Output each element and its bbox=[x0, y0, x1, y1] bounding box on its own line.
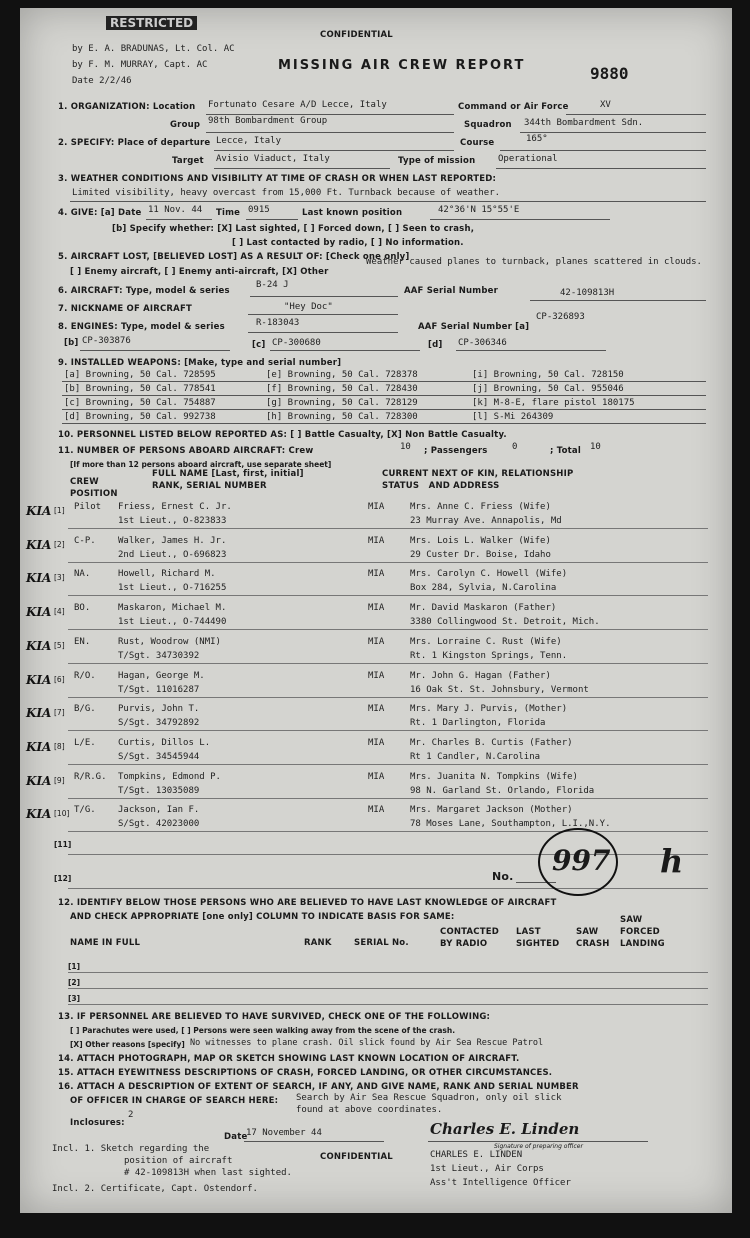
report-number: 9880 bbox=[590, 64, 629, 83]
s10-label: 10. PERSONNEL LISTED BELOW REPORTED AS: [ ] Battle Casualty, [X] Non Battle Casualty. bbox=[58, 430, 507, 440]
crew-address: 16 Oak St. St. Johnsbury, Vermont bbox=[410, 684, 589, 695]
crew-row-num: [9] bbox=[54, 775, 65, 785]
s12-row-2: [2] bbox=[68, 978, 81, 987]
weapon-entry: [a] Browning, 50 Cal. 728595 bbox=[64, 370, 216, 380]
crew-rank-serial: 1st Lieut., O-716255 bbox=[118, 583, 227, 594]
crew-status: MIA bbox=[368, 737, 385, 748]
s12-col-crash: SAW CRASH bbox=[576, 927, 610, 949]
s1-location: Fortunato Cesare A/D Lecce, Italy bbox=[208, 100, 387, 110]
crew-kia-mark: KIA bbox=[26, 605, 52, 620]
crew-kia-mark: KIA bbox=[26, 504, 52, 518]
row-12-num: [12] bbox=[54, 874, 72, 883]
s1-command-label: Command or Air Force bbox=[458, 102, 569, 112]
crew-next-of-kin: Mrs. Carolyn C. Howell (Wife) bbox=[410, 569, 568, 580]
crew-kia-mark: KIA bbox=[26, 706, 52, 721]
s5-label: 5. AIRCRAFT LOST, [BELIEVED LOST] AS A RESULT OF: [Check one only] bbox=[58, 252, 410, 262]
crew-next-of-kin: Mr. Charles B. Curtis (Father) bbox=[410, 737, 573, 748]
weapon-entry: [l] S-Mi 264309 bbox=[472, 412, 554, 422]
crew-row-num: [4] bbox=[54, 607, 65, 617]
signature-caption: Signature of preparing officer bbox=[494, 1143, 583, 1150]
crew-next-of-kin: Mrs. Margaret Jackson (Mother) bbox=[410, 805, 573, 816]
s6-type: B-24 J bbox=[256, 280, 289, 290]
s4-time: 0915 bbox=[248, 205, 270, 215]
weapon-entry: [b] Browning, 50 Cal. 778541 bbox=[64, 384, 216, 394]
s12-col-rank: RANK bbox=[304, 938, 332, 948]
officer-rank: 1st Lieut., Air Corps bbox=[430, 1164, 544, 1174]
weapon-entry: [c] Browning, 50 Cal. 754887 bbox=[64, 398, 216, 408]
crew-name: Purvis, John T. bbox=[118, 704, 200, 715]
form-title: MISSING AIR CREW REPORT bbox=[278, 58, 526, 73]
s2-departure: Lecce, Italy bbox=[216, 136, 282, 146]
crew-address: 98 N. Garland St. Orlando, Florida bbox=[410, 785, 595, 796]
crew-status: MIA bbox=[368, 569, 385, 580]
crew-address: Rt. 1 Darlington, Florida bbox=[410, 718, 546, 729]
s13-label: 13. IF PERSONNEL ARE BELIEVED TO HAVE SURVIVED, CHECK ONE OF THE FOLLOWING: bbox=[58, 1012, 491, 1022]
weapon-entry: [e] Browning, 50 Cal. 728378 bbox=[266, 370, 418, 380]
crew-rank-serial: T/Sgt. 11016287 bbox=[118, 684, 200, 695]
crew-position: NA. bbox=[74, 569, 91, 580]
s14-label: 14. ATTACH PHOTOGRAPH, MAP OR SKETCH SHOWING LAST KNOWN LOCATION OF AIRCRAFT. bbox=[58, 1054, 520, 1064]
s11-passengers: 0 bbox=[512, 442, 518, 452]
weapon-entry: [k] M-8-E, flare pistol 180175 bbox=[472, 398, 635, 408]
crew-rank-serial: T/Sgt. 13035089 bbox=[118, 785, 200, 796]
incl1b: position of aircraft bbox=[124, 1156, 233, 1166]
confidential-footer: CONFIDENTIAL bbox=[320, 1152, 393, 1162]
s16-text1: Search by Air Sea Rescue Squadron, only oil slick bbox=[296, 1093, 562, 1103]
s12-row-3: [3] bbox=[68, 994, 81, 1003]
s16-label2: OF OFFICER IN CHARGE OF SEARCH HERE: bbox=[70, 1096, 279, 1106]
s1-label: 1. ORGANIZATION: Location bbox=[58, 102, 196, 112]
s3-label: 3. WEATHER CONDITIONS AND VISIBILITY AT TIME OF CRASH OR WHEN LAST REPORTED: bbox=[58, 174, 497, 184]
crew-col-kin: CURRENT NEXT OF KIN, RELATIONSHIP STATUS AND ADDRESS bbox=[382, 469, 574, 491]
weapon-entry: [f] Browning, 50 Cal. 728430 bbox=[266, 384, 418, 394]
s3-weather: Limited visibility, heavy overcast from 15,000 Ft. Turnback because of weather. bbox=[72, 188, 501, 198]
s2-target-label: Target bbox=[172, 156, 204, 166]
weapon-entry: [g] Browning, 50 Cal. 728129 bbox=[266, 398, 418, 408]
s2-mission-label: Type of mission bbox=[398, 156, 476, 166]
crew-next-of-kin: Mr. John G. Hagan (Father) bbox=[410, 670, 551, 681]
crew-name: Friess, Ernest C. Jr. bbox=[118, 502, 232, 512]
s1-command: XV bbox=[600, 100, 611, 110]
crew-address: 3380 Collingwood St. Detroit, Mich. bbox=[410, 617, 600, 628]
s12-col-radio: CONTACTED BY RADIO bbox=[440, 927, 499, 949]
weapon-entry: [d] Browning, 50 Cal. 992738 bbox=[64, 412, 216, 422]
s11-label: 11. NUMBER OF PERSONS ABOARD AIRCRAFT: Crew bbox=[58, 446, 314, 456]
crew-name: Walker, James H. Jr. bbox=[118, 535, 227, 546]
crew-kia-mark: KIA bbox=[26, 571, 52, 586]
report-form: RESTRICTED CONFIDENTIAL by E. A. BRADUNAS, Lt. Col. AC by F. M. MURRAY, Capt. AC Date 2/2/46 MISSING AIR CREW REPORT 9880 1. ORGANIZATION: Location Fortunato Cesare A/D Lecce, Italy Command or Air Force XV Group 98th Bombardment Group Squadron 344th Bombardment Sdn. 2. SPECIFY: Place of departure Lecce, Italy Course 165° Target Avisio Viaduct, Italy Type of mission Operational 3. WEATHER CONDITIONS AND VISIBILITY AT TIME OF CRASH OR WHEN LAST REPORTED: Limited visibility, heavy overcast from 15,000 Ft. Turnback because of weather. 4. GIVE: [a] Date 11 Nov. 44 Time 0915 Last known position 42°36'N 15°55'E [b] Specify whether: [X] Last sighted, [ ] Forced down, [ ] Seen to crash, [ ] Last contacted by radio, [ ] No information. 5. AIRCRAFT LOST, [BELIEVED LOST] AS A RESULT OF: [Check one only] [ ] Enemy aircraft, [ ] Enemy anti-aircraft, [X] Other Weather caused planes to turnback, planes scattered in clouds. 6. AIRCRAFT: Type, model & series B-24 J AAF Serial Number 42-109813H 7. NICKNAME OF AIRCRAFT "Hey Doc" 8. ENGINES: Type, model & series R-183043 AAF Serial Number [a] CP-326893 [b] CP-303876 [c] CP-300680 [d] CP-306346 9. INSTALLED WEAPONS: [Make, type and serial number] [a] Browning, 50 Cal. 728595 [e] Browning, 50 Cal. 728378 [i] Browning, 50 Cal. 728150 [b] Browning, 50 Cal. 778541 [f] Browning, 50 Cal. 728430 [j] Browning, 50 Cal. 955046 [c] Browning, 50 Cal. 754887 [g] Browning, 50 Cal. 728129 [k] M-8-E, flare pistol 180175 [d] Browning, 50 Cal. 992738 [h] Browning, 50 Cal. 728300 [l] S-Mi 264309 10. PERSONNEL LISTED BELOW REPORTED AS: [ ] Battle Casualty, [X] Non Battle Casualty. 11. NUMBER OF PERSONS ABOARD AIRCRAFT: Crew 10 ; Passengers 0 ; Total 10 [If more than 12 persons aboard aircraft, use separate sheet] CREW POSITION FULL NAME [Last, first, initial] RANK, SERIAL NUMBER CURRENT NEXT OF KIN, RELATIONSHIP STATUS AND ADDRESS KIA [1] Pilot Friess, Ernest C. Jr. 1st Lieut., O-823833 MIA Mrs. Anne C. Friess (Wife) 23 Murray Ave. Annapolis, Md KIA [2] C-P. Walker, James H. Jr. 2nd Lieut., O-696823 MIA Mrs. Lois L. Walker (Wife) 29 Custer Dr. Boise, Idaho KIA [3] NA. Howell, Richard M. 1st Lieut., O-716255 MIA Mrs. Carolyn C. Howell (Wife) Box 284, Sylvia, N.Carolina KIA [4] BO. Maskaron, Michael M. 1st Lieut., O-744490 MIA Mr. David Maskaron (Father) 3380 Collingwood St. Detroit, Mich. KIA [5] EN. Rust, Woodrow (NMI) T/Sgt. 34730392 MIA Mrs. Lorraine C. Rust (Wife) Rt. 1 Kingston Springs, Tenn. KIA [6] R/O. Hagan, George M. T/Sgt. 11016287 MIA Mr. John G. Hagan (Father) 16 Oak St. St. Johnsbury, Vermont KIA [7] B/G. Purvis, John T. S/Sgt. 34792892 MIA Mrs. Mary J. Purvis, (Mother) Rt. 1 Darlington, Florida KIA [8] L/E. Curtis, Dillos L. S/Sgt. 34545944 MIA Mr. Charles B. Curtis (Father) Rt 1 Candler, N.Carolina KIA [9] R/R.G. Tompkins, Edmond P. T/Sgt. 13035089 MIA Mrs. Juanita N. Tompkins (Wife) 98 N. Garland St. Orlando, Florida KIA [10] T/G. Jackson, Ian F. S/Sgt. 42023000 MIA Mrs. Margaret Jackson (Mother) 78 Moses Lane, Southampton, L.I.,N.Y. [11] [12] No. 997 h 12. IDENTIFY BELOW THOSE PERSONS WHO ARE BELIEVED TO HAVE LAST KNOWLEDGE OF AIRCRAFT AND CHECK APPROPRIATE [one only] COLUMN TO INDICATE BASIS FOR SAME: NAME IN FULL RANK SERIAL No. CONTACTED BY RADIO LAST SIGHTED SAW CRASH SAW FORCED LANDING [1] [2] [3] 13. IF PERSONNEL ARE BELIEVED TO HAVE SURVIVED, CHECK ONE OF THE FOLLOWING: [ ] Parachutes were used, [ ] Persons were seen walking away from the scene of the crash. [X] Other reasons [specify] No witnesses to plane crash. Oil slick found by Air Sea Rescue Patrol 14. ATTACH PHOTOGRAPH, MAP OR SKETCH SHOWING LAST KNOWN LOCATION OF AIRCRAFT. 15. ATTACH EYEWITNESS DESCRIPTIONS OF CRASH, FORCED LANDING, OR OTHER CIRCUMSTANCES. 16. ATTACH A DESCRIPTION OF EXTENT OF SEARCH, IF ANY, AND GIVE NAME, RANK AND SERIAL NUMBER OF OFFICER IN CHARGE OF SEARCH HERE: Search by Air Sea Rescue Squadron, only oil slick found at above coordinates. Inclosures: 2 Date 17 November 44 Charles E. Linden Signature of preparing officer Incl. 1. Sketch regarding the position of aircraft # 42-109813H when last sighted. Incl. 2. Certificate, Capt. Ostendorf. CONFIDENTIAL CHARLES E. LINDEN 1st Lieut., Air Corps Ass't Intelligence Officer bbox=[20, 8, 732, 1213]
crew-col-position: CREW POSITION bbox=[70, 477, 118, 499]
declass-by-2: by F. M. MURRAY, Capt. AC bbox=[72, 60, 208, 70]
crew-position: EN. bbox=[74, 636, 91, 647]
incl1: Incl. 1. Sketch regarding the bbox=[52, 1144, 210, 1154]
s11-passengers-label: ; Passengers bbox=[424, 446, 488, 456]
s4-date: 11 Nov. 44 bbox=[148, 205, 203, 215]
s1-group: 98th Bombardment Group bbox=[208, 116, 328, 126]
s5-options: [ ] Enemy aircraft, [ ] Enemy anti-aircraft, [X] Other bbox=[70, 267, 329, 277]
s11-note: [If more than 12 persons aboard aircraft, use separate sheet] bbox=[70, 460, 332, 469]
s6-serial-label: AAF Serial Number bbox=[404, 286, 498, 296]
crew-position: Pilot bbox=[74, 502, 102, 512]
crew-row-num: [8] bbox=[54, 741, 65, 751]
crew-position: R/O. bbox=[74, 670, 96, 681]
hand-mark: h bbox=[660, 842, 684, 880]
crew-rank-serial: 1st Lieut., O-823833 bbox=[118, 516, 227, 526]
s4-position-label: Last known position bbox=[302, 208, 403, 218]
crew-next-of-kin: Mrs. Anne C. Friess (Wife) bbox=[410, 502, 551, 512]
crew-rank-serial: T/Sgt. 34730392 bbox=[118, 650, 200, 661]
crew-kia-mark: KIA bbox=[26, 807, 52, 822]
crew-next-of-kin: Mrs. Juanita N. Tompkins (Wife) bbox=[410, 771, 578, 782]
s13-line1: [ ] Parachutes were used, [ ] Persons were seen walking away from the scene of the crash. bbox=[70, 1026, 456, 1035]
s2-course-label: Course bbox=[460, 138, 495, 148]
incl1c: # 42-109813H when last sighted. bbox=[124, 1168, 292, 1178]
crew-address: Rt. 1 Kingston Springs, Tenn. bbox=[410, 650, 568, 661]
crew-next-of-kin: Mrs. Mary J. Purvis, (Mother) bbox=[410, 704, 568, 715]
s12-row-1: [1] bbox=[68, 962, 81, 971]
s1-group-label: Group bbox=[170, 120, 201, 130]
s8-type: R-183043 bbox=[256, 318, 300, 328]
weapon-entry: [j] Browning, 50 Cal. 955046 bbox=[472, 384, 624, 394]
s4-time-label: Time bbox=[216, 208, 241, 218]
s11-total: 10 bbox=[590, 442, 601, 452]
s8-engine-c: CP-300680 bbox=[272, 338, 321, 348]
officer-title: Ass't Intelligence Officer bbox=[430, 1178, 571, 1188]
crew-rank-serial: S/Sgt. 34545944 bbox=[118, 751, 200, 762]
crew-position: L/E. bbox=[74, 737, 96, 748]
incl2: Incl. 2. Certificate, Capt. Ostendorf. bbox=[52, 1184, 258, 1194]
declass-by-1: by E. A. BRADUNAS, Lt. Col. AC bbox=[72, 44, 235, 54]
s8-engine-a: CP-326893 bbox=[536, 312, 585, 322]
crew-next-of-kin: Mrs. Lorraine C. Rust (Wife) bbox=[410, 636, 562, 647]
crew-name: Jackson, Ian F. bbox=[118, 805, 200, 816]
confidential-header: CONFIDENTIAL bbox=[320, 30, 393, 40]
crew-position: C-P. bbox=[74, 535, 96, 546]
crew-status: MIA bbox=[368, 805, 385, 816]
officer-name: CHARLES E. LINDEN bbox=[430, 1150, 523, 1160]
date-label: Date bbox=[224, 1132, 248, 1142]
crew-rank-serial: S/Sgt. 34792892 bbox=[118, 718, 200, 729]
crew-name: Rust, Woodrow (NMI) bbox=[118, 636, 221, 647]
crew-row-num: [10] bbox=[54, 809, 70, 819]
s11-total-label: ; Total bbox=[550, 446, 581, 456]
s15-label: 15. ATTACH EYEWITNESS DESCRIPTIONS OF CRASH, FORCED LANDING, OR OTHER CIRCUMSTANCES. bbox=[58, 1068, 553, 1078]
crew-row-num: [2] bbox=[54, 539, 65, 549]
weapon-entry: [h] Browning, 50 Cal. 728300 bbox=[266, 412, 418, 422]
crew-kia-mark: KIA bbox=[26, 672, 52, 687]
circled-number: 997 bbox=[552, 844, 611, 877]
crew-status: MIA bbox=[368, 502, 385, 512]
s1-squadron-label: Squadron bbox=[464, 120, 512, 130]
s9-label: 9. INSTALLED WEAPONS: [Make, type and serial number] bbox=[58, 358, 342, 368]
s8-engine-d: CP-306346 bbox=[458, 338, 507, 348]
crew-row-num: [1] bbox=[54, 506, 65, 515]
crew-address: 23 Murray Ave. Annapolis, Md bbox=[410, 516, 562, 526]
s7-label: 7. NICKNAME OF AIRCRAFT bbox=[58, 304, 192, 314]
s2-label: 2. SPECIFY: Place of departure bbox=[58, 138, 211, 148]
crew-next-of-kin: Mr. David Maskaron (Father) bbox=[410, 603, 557, 614]
s13-line2: [X] Other reasons [specify] bbox=[70, 1040, 185, 1049]
s4-b-line: [b] Specify whether: [X] Last sighted, [ ] Forced down, [ ] Seen to crash, bbox=[112, 224, 475, 234]
s5-other: Weather caused planes to turnback, planes scattered in clouds. bbox=[366, 257, 702, 267]
s2-target: Avisio Viaduct, Italy bbox=[216, 154, 330, 164]
s2-course: 165° bbox=[526, 134, 548, 144]
s1-squadron: 344th Bombardment Sdn. bbox=[524, 118, 644, 128]
crew-position: T/G. bbox=[74, 805, 96, 816]
s12-label: 12. IDENTIFY BELOW THOSE PERSONS WHO ARE BELIEVED TO HAVE LAST KNOWLEDGE OF AIRCRAFT bbox=[58, 898, 557, 908]
inclosures-label: Inclosures: bbox=[70, 1118, 125, 1128]
weapon-entry: [i] Browning, 50 Cal. 728150 bbox=[472, 370, 624, 380]
inclosures-count: 2 bbox=[128, 1110, 134, 1120]
s7-nickname: "Hey Doc" bbox=[284, 302, 333, 312]
crew-kia-mark: KIA bbox=[26, 773, 52, 788]
crew-status: MIA bbox=[368, 603, 385, 614]
crew-position: BO. bbox=[74, 603, 91, 614]
signature: Charles E. Linden bbox=[430, 1120, 580, 1138]
s6-label: 6. AIRCRAFT: Type, model & series bbox=[58, 286, 230, 296]
crew-status: MIA bbox=[368, 771, 385, 782]
crew-col-name: FULL NAME [Last, first, initial] RANK, SERIAL NUMBER bbox=[152, 469, 304, 491]
date-value: 17 November 44 bbox=[246, 1128, 322, 1138]
crew-status: MIA bbox=[368, 704, 385, 715]
s8-serial-label: AAF Serial Number [a] bbox=[418, 322, 530, 332]
s12-col-sighted: LAST SIGHTED bbox=[516, 927, 560, 949]
crew-next-of-kin: Mrs. Lois L. Walker (Wife) bbox=[410, 535, 551, 546]
crew-address: Rt 1 Candler, N.Carolina bbox=[410, 751, 541, 762]
crew-name: Howell, Richard M. bbox=[118, 569, 216, 580]
s16-label: 16. ATTACH A DESCRIPTION OF EXTENT OF SEARCH, IF ANY, AND GIVE NAME, RANK AND SERIAL NUMBER bbox=[58, 1082, 579, 1092]
crew-position: B/G. bbox=[74, 704, 96, 715]
crew-name: Tompkins, Edmond P. bbox=[118, 771, 221, 782]
crew-status: MIA bbox=[368, 670, 385, 681]
crew-row-num: [6] bbox=[54, 674, 65, 684]
crew-row-num: [5] bbox=[54, 640, 65, 650]
s11-crew: 10 bbox=[400, 442, 411, 452]
crew-address: 29 Custer Dr. Boise, Idaho bbox=[410, 549, 551, 560]
crew-kia-mark: KIA bbox=[26, 739, 52, 754]
crew-name: Hagan, George M. bbox=[118, 670, 205, 681]
restricted-stamp: RESTRICTED bbox=[106, 16, 197, 30]
crew-position: R/R.G. bbox=[74, 771, 107, 782]
crew-status: MIA bbox=[368, 535, 385, 546]
declass-date: Date 2/2/46 bbox=[72, 76, 132, 86]
no-label: No. bbox=[492, 870, 514, 883]
crew-name: Curtis, Dillos L. bbox=[118, 737, 211, 748]
s12-col-landing: SAW FORCED LANDING bbox=[620, 915, 665, 949]
s6-serial: 42-109813H bbox=[560, 288, 615, 298]
crew-kia-mark: KIA bbox=[26, 537, 52, 552]
crew-rank-serial: S/Sgt. 42023000 bbox=[118, 819, 200, 830]
s4-label: 4. GIVE: [a] Date bbox=[58, 208, 142, 218]
s8-label: 8. ENGINES: Type, model & series bbox=[58, 322, 225, 332]
s16-text2: found at above coordinates. bbox=[296, 1105, 443, 1115]
crew-row-num: [3] bbox=[54, 573, 65, 583]
row-11-num: [11] bbox=[54, 840, 72, 849]
crew-rank-serial: 2nd Lieut., O-696823 bbox=[118, 549, 227, 560]
s13-other: No witnesses to plane crash. Oil slick found by Air Sea Rescue Patrol bbox=[190, 1038, 544, 1048]
crew-rank-serial: 1st Lieut., O-744490 bbox=[118, 617, 227, 628]
s4-b-line2: [ ] Last contacted by radio, [ ] No information. bbox=[232, 238, 464, 248]
crew-status: MIA bbox=[368, 636, 385, 647]
s12-col-serial: SERIAL No. bbox=[354, 938, 409, 948]
s12-col-name: NAME IN FULL bbox=[70, 938, 141, 948]
s4-position: 42°36'N 15°55'E bbox=[438, 205, 520, 215]
s8-engine-b: CP-303876 bbox=[82, 336, 131, 346]
s12-label2: AND CHECK APPROPRIATE [one only] COLUMN TO INDICATE BASIS FOR SAME: bbox=[70, 912, 455, 922]
crew-address: 78 Moses Lane, Southampton, L.I.,N.Y. bbox=[410, 819, 611, 830]
crew-address: Box 284, Sylvia, N.Carolina bbox=[410, 583, 557, 594]
crew-kia-mark: KIA bbox=[26, 638, 52, 653]
crew-name: Maskaron, Michael M. bbox=[118, 603, 227, 614]
s2-mission: Operational bbox=[498, 154, 558, 164]
crew-row-num: [7] bbox=[54, 708, 65, 718]
